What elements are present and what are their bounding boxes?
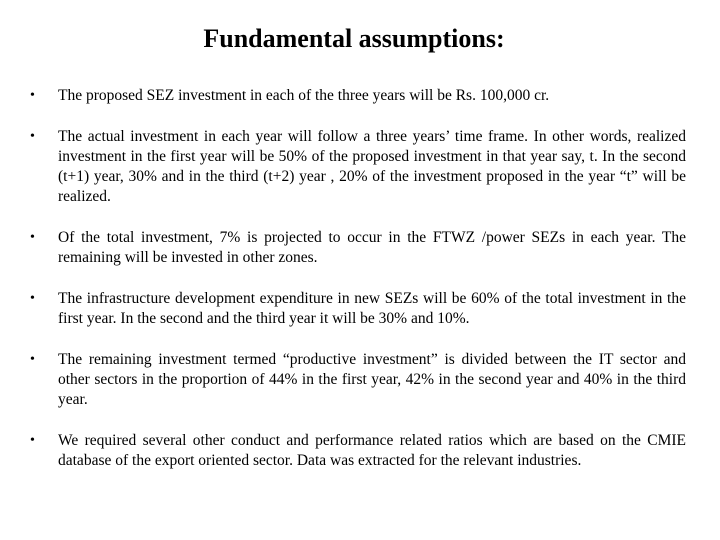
bullet-item-2 — [30, 127, 686, 207]
bullet-text: Of the total investment, 7% is projected to occur in the FTWZ /power SEZs in each year. The remaining will be invested in other zones. — [58, 229, 686, 266]
bullet-text: The actual investment in each year will follow a three years’ time frame. In other words, realized investment in the first year will be 50% of the proposed investment in that year say, t. In the second (t+1) year, 30% and in the third (t+2) year , 20% of the investment proposed in the year “t” will be realized. — [58, 128, 686, 205]
bullet-item-6 — [30, 431, 686, 471]
bullet-icon: • — [30, 129, 35, 144]
slide-title: Fundamental assumptions: — [203, 24, 505, 53]
bullet-icon: • — [30, 433, 35, 448]
bullet-icon: • — [30, 352, 35, 367]
bullet-text: The infrastructure development expenditure in new SEZs will be 60% of the total investment in the first year. In the second and the third year it will be 30% and 10%. — [58, 290, 686, 327]
bullet-item-3 — [30, 228, 686, 268]
bullet-icon: • — [30, 88, 35, 103]
bullet-item-1 — [30, 86, 686, 106]
bullet-icon: • — [30, 291, 35, 306]
bullet-text: The proposed SEZ investment in each of the three years will be Rs. 100,000 cr. — [58, 87, 550, 104]
bullet-text: We required several other conduct and performance related ratios which are based on the CMIE database of the export oriented sector. Data was extracted for the relevant industries. — [58, 432, 686, 469]
bullet-item-4 — [30, 289, 686, 329]
bullet-list — [30, 86, 686, 471]
bullet-item-5 — [30, 350, 686, 410]
bullet-text: The remaining investment termed “productive investment” is divided between the IT sector and other sectors in the proportion of 44% in the first year, 42% in the second year and 40% in the third year. — [58, 351, 686, 408]
bullet-icon: • — [30, 230, 35, 245]
